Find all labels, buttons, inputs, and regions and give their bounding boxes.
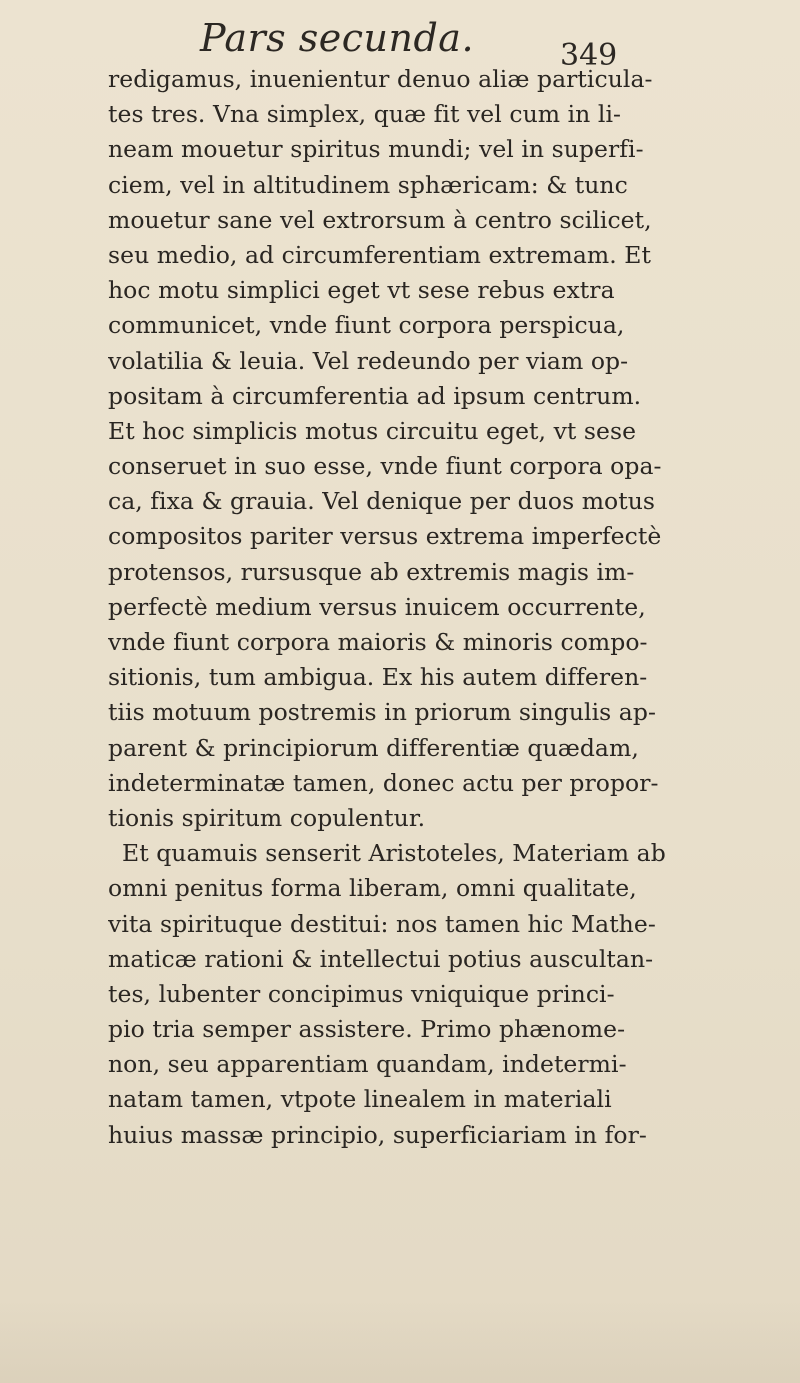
- text-line: neam mouetur spiritus mundi; vel in superfi-: [108, 135, 644, 164]
- text-line: non, seu apparentiam quandam, indetermi-: [108, 1050, 627, 1079]
- text-line: ciem, vel in altitudinem sphæricam: & tunc: [108, 170, 628, 199]
- text-line: compositos pariter versus extrema imperfectè: [108, 522, 662, 551]
- text-line: redigamus, inuenientur denuo aliæ particula-: [108, 65, 653, 93]
- text-line: positam à circumferentia ad ipsum centrum.: [108, 381, 642, 410]
- text-line: maticæ rationi & intellectui potius auscultan-: [108, 944, 654, 973]
- text-line: omni penitus forma liberam, omni qualitate,: [108, 874, 637, 903]
- text-line: vnde fiunt corpora maioris & minoris compo-: [108, 628, 648, 656]
- page-number: 349: [560, 38, 618, 73]
- text-line: ca, fixa & grauia. Vel denique per duos motus: [108, 487, 656, 516]
- text-line: parent & principiorum differentiæ quædam,: [108, 733, 639, 762]
- text-line: mouetur sane vel extrorsum à centro scilicet,: [108, 205, 652, 234]
- text-line: Et quamuis senserit Aristoteles, Materiam ab: [122, 839, 666, 868]
- text-line: indeterminatæ tamen, donec actu per propor-: [108, 768, 659, 797]
- text-line: seu medio, ad circumferentiam extremam. Et: [108, 240, 651, 269]
- text-line: pio tria semper assistere. Primo phænome-: [108, 1015, 626, 1044]
- text-line: sitionis, tum ambigua. Ex his autem differen-: [108, 663, 648, 692]
- text-line: tes, lubenter concipimus vniquique princi-: [108, 979, 615, 1008]
- text-line: protensos, rursusque ab extremis magis im-: [108, 557, 635, 586]
- text-line: huius massæ principio, superficiariam in for-: [108, 1120, 647, 1149]
- text-line: tes tres. Vna simplex, quæ fit vel cum in li-: [108, 100, 621, 129]
- text-line: tionis spiritum copulentur.: [108, 803, 426, 832]
- text-line: natam tamen, vtpote linealem in materiali: [108, 1085, 612, 1114]
- text-line: communicet, vnde fiunt corpora perspicua,: [108, 311, 625, 340]
- body-text: [108, 62, 788, 1153]
- text-line: Et hoc simplicis motus circuitu eget, vt sese: [108, 416, 637, 445]
- text-line: tiis motuum postremis in priorum singulis ap-: [108, 698, 656, 727]
- text-line: volatilia & leuia. Vel redeundo per viam op-: [108, 346, 629, 375]
- paper-stain: [0, 1300, 800, 1383]
- running-head: Pars secunda.: [200, 16, 475, 60]
- text-line: conseruet in suo esse, vnde fiunt corpora opa-: [108, 452, 662, 481]
- text-line: vita spirituque destitui: nos tamen hic Mathe-: [108, 909, 656, 938]
- text-line: perfectè medium versus inuicem occurrente,: [108, 592, 646, 621]
- text-line: hoc motu simplici eget vt sese rebus extra: [108, 276, 615, 305]
